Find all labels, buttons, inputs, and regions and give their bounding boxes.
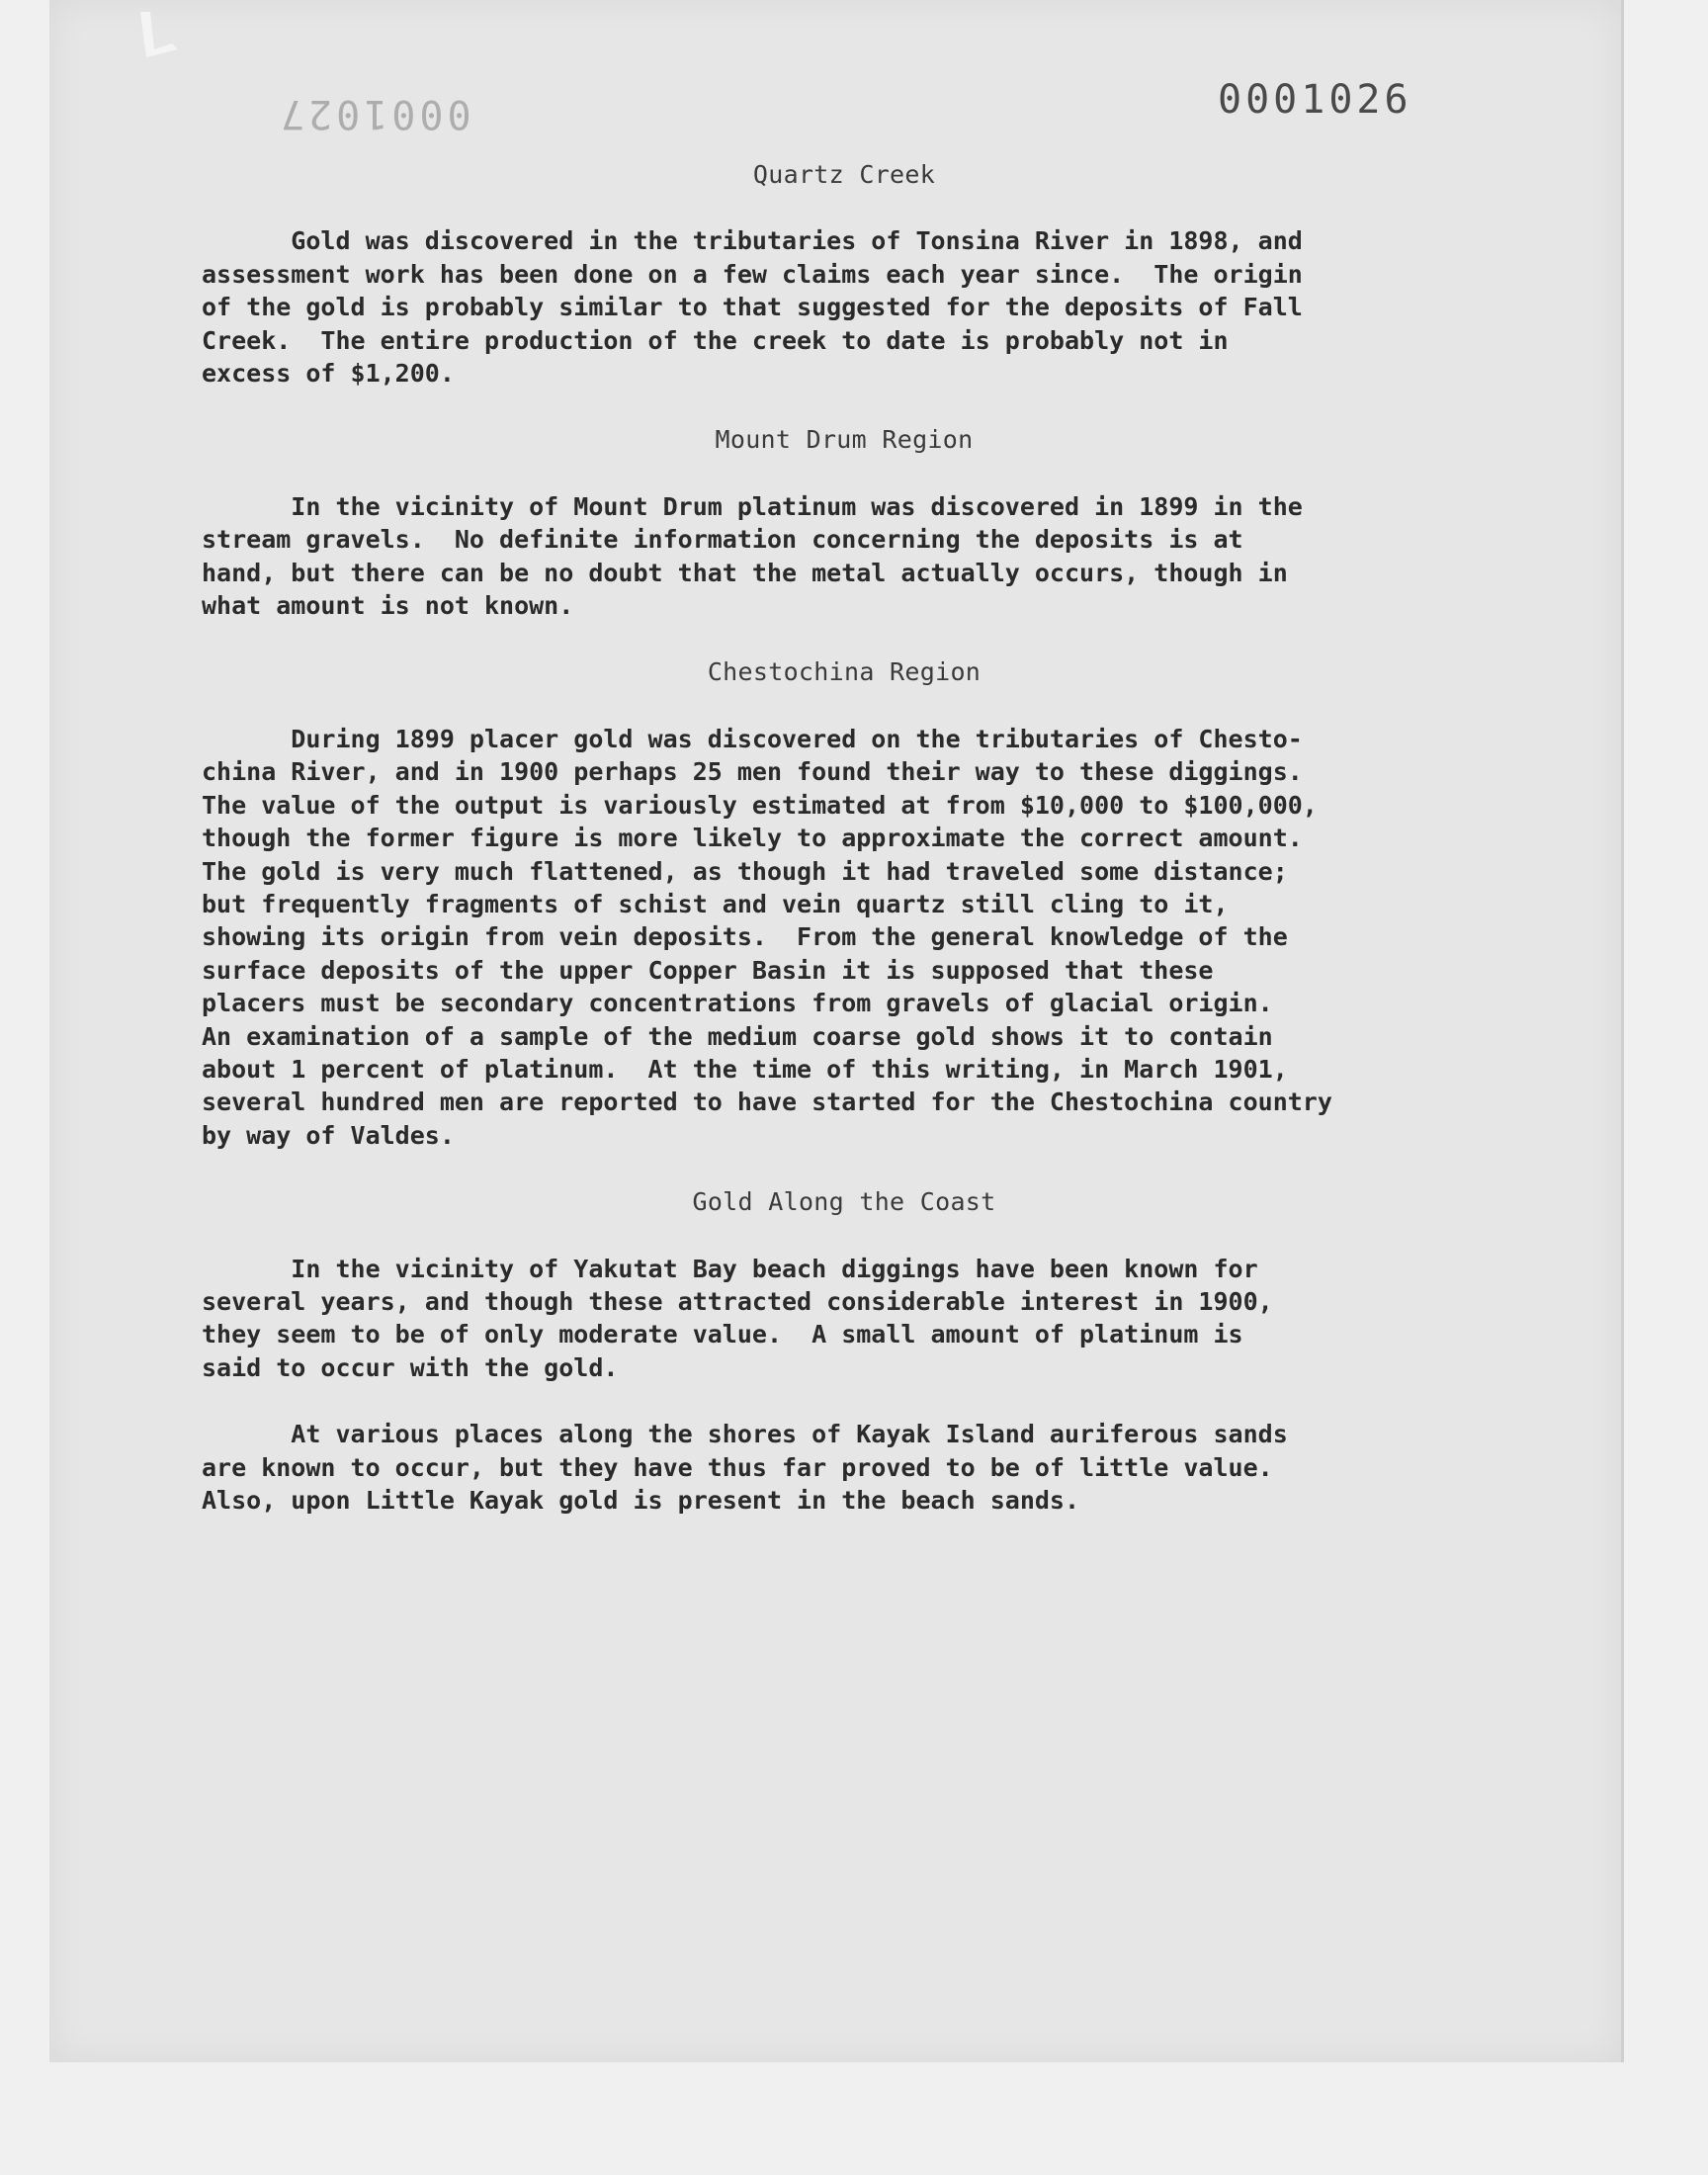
paragraph-quartz-creek: Gold was discovered in the tributaries of Tonsina River in 1898, and assessment work has been done on a few claims each year since. The origin of the gold is probably similar to that suggested for the deposits of Fall Creek. The entire production of the creek to date is probably not in excess of $1,200. bbox=[202, 226, 1303, 389]
page-edge bbox=[1621, 0, 1624, 2062]
section-heading-quartz-creek: Quartz Creek bbox=[752, 160, 936, 189]
page-number-stamp-mirrored: 0001027 bbox=[277, 91, 471, 136]
document-body bbox=[202, 158, 1487, 1517]
section-heading-gold-along-coast: Gold Along the Coast bbox=[692, 1187, 996, 1217]
page-number-stamp: 0001026 bbox=[1218, 77, 1412, 123]
paragraph-mount-drum: In the vicinity of Mount Drum platinum was discovered in 1899 in the stream gravels. No definite information concerning the deposits is at hand, but there can be no doubt that the metal actually occurs, though in what amount is not known. bbox=[202, 491, 1303, 621]
paragraph-chestochina: During 1899 placer gold was discovered on the tributaries of Chesto- china River, and in 1900 perhaps 25 men found their way to these diggings. The value of the output is variously estimated at from $10,000 to $100,000, though the former figure is more likely to approximate the correct amount. The gold is very much flattened, as though it had traveled some distance; but frequently fragments of schist and vein quartz still cling to it, showing its origin from vein deposits. From the general knowledge of the surface deposits of the upper Copper Basin it is supposed that these placers must be secondary concentrations from gravels of glacial origin. An examination of a sample of the medium coarse gold shows it to contain about 1 percent of platinum. At the time of this writing, in March 1901, several hundred men are reported to have started for the Chestochina country by way of Valdes. bbox=[202, 724, 1332, 1150]
paragraph-kayak-island: At various places along the shores of Kayak Island auriferous sands are known to occur, but they have thus far proved to be of little value. Also, upon Little Kayak gold is present in the beach sands. bbox=[202, 1420, 1288, 1515]
torn-corner-mark bbox=[121, 10, 180, 69]
section-heading-chestochina: Chestochina Region bbox=[707, 657, 982, 687]
paragraph-yakutat-bay: In the vicinity of Yakutat Bay beach diggings have been known for several years, and though these attracted considerable interest in 1900, they seem to be of only moderate value. A small amount of platinum is said to occur with the gold. bbox=[202, 1254, 1273, 1382]
section-heading-mount-drum: Mount Drum Region bbox=[715, 425, 974, 455]
